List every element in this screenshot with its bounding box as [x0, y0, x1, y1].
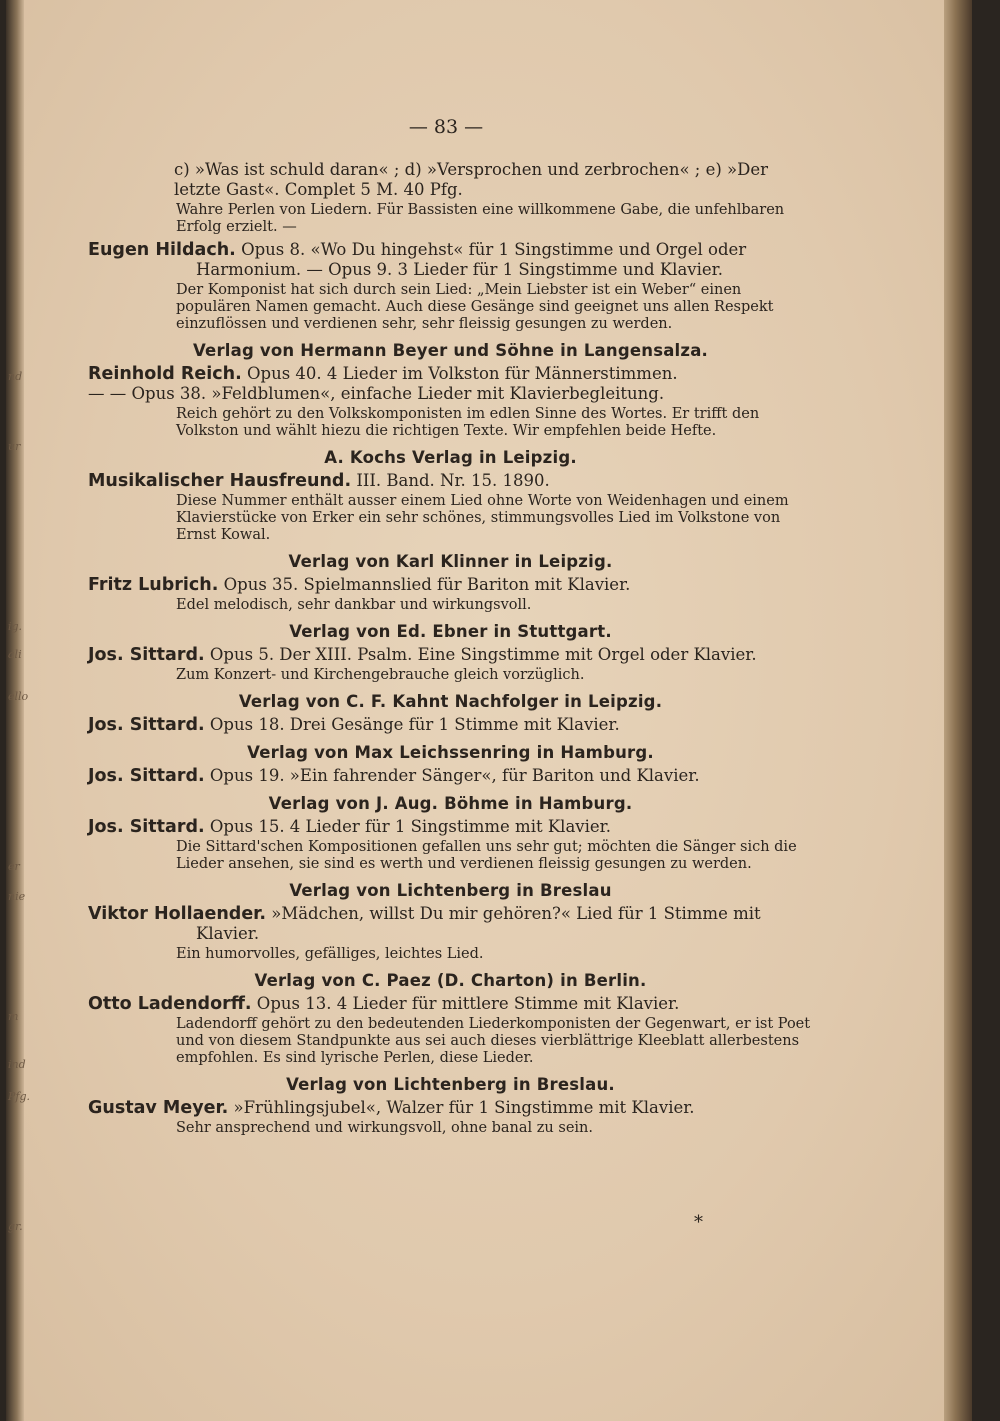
- entry: [88, 715, 813, 735]
- entry-text: Opus 13. 4 Lieder für mittlere Stimme mit Klavier.: [256, 994, 680, 1013]
- composer-name: Jos. Sittard.: [88, 766, 205, 786]
- continued-entry: letzte Gast«. Complet 5 M. 40 Pfg.: [174, 180, 463, 199]
- review-note: Diese Nummer enthält ausser einem Lied ohne Worte von Weidenhagen und einem Klavierstücke von Erker ein sehr schönes, stimmungsvolles Lied im Volkstone von Ernst Kowal.: [176, 493, 789, 543]
- entry-text: Opus 8. «Wo Du hingehst« für 1 Singstimme und Orgel oder Harmonium. — Opus 9. 3 Lieder für 1 Singstimme und Klavier.: [196, 240, 747, 279]
- page-edge: [944, 0, 972, 1421]
- review-note: Ladendorff gehört zu den bedeutenden Liederkomponisten der Gegenwart, er ist Poet und von diesem Standpunkte aus sei auch dieses vierblättrige Kleeblatt allerbestens empfohlen. Es sind lyrische Perlen, diese Lieder.: [176, 1016, 811, 1066]
- entry: [88, 471, 813, 491]
- margin-note: m: [8, 1010, 19, 1023]
- page-number: — 83 —: [408, 116, 484, 138]
- publisher-heading: Verlag von C. F. Kahnt Nachfolger in Leipzig.: [238, 692, 663, 711]
- composer-name: Jos. Sittard.: [88, 817, 205, 837]
- composer-name: Reinhold Reich.: [88, 364, 242, 384]
- entry-text: »Frühlingsjubel«, Walzer für 1 Singstimme mit Klavier.: [233, 1098, 695, 1117]
- review-note: Ein humorvolles, gefälliges, leichtes Lied.: [176, 946, 484, 962]
- composer-name: Fritz Lubrich.: [88, 575, 219, 595]
- entry-text: III. Band. Nr. 15. 1890.: [356, 471, 550, 490]
- publisher-heading: Verlag von Lichtenberg in Breslau.: [286, 1075, 615, 1094]
- composer-name: Eugen Hildach.: [88, 240, 236, 260]
- margin-note: ali: [8, 648, 22, 661]
- entry: [88, 575, 813, 595]
- entry: [88, 364, 813, 384]
- composer-name: Jos. Sittard.: [88, 645, 205, 665]
- margin-note: gr.: [8, 1220, 23, 1233]
- margin-note: ind: [8, 1058, 26, 1071]
- composer-name: Viktor Hollaender.: [88, 904, 266, 924]
- margin-note: ig.: [8, 620, 23, 633]
- composer-name: Gustav Meyer.: [88, 1098, 229, 1118]
- publisher-heading: Verlag von Max Leichssenring in Hamburg.: [247, 743, 654, 762]
- entry: [88, 1098, 813, 1118]
- entry: [88, 766, 813, 786]
- margin-note: Pfg.: [8, 1090, 31, 1103]
- review-note: Reich gehört zu den Volkskomponisten im edlen Sinne des Wortes. Er trifft den Volkston und wählt hiezu die richtigen Texte. Wir empfehlen beide Hefte.: [176, 406, 760, 439]
- book-page: [6, 0, 972, 1421]
- composer-name: Musikalischer Hausfreund.: [88, 471, 352, 491]
- asterisk: *: [694, 1212, 703, 1233]
- publisher-heading: Verlag von C. Paez (D. Charton) in Berlin.: [254, 971, 647, 990]
- composer-name: Jos. Sittard.: [88, 715, 205, 735]
- entry: [88, 240, 813, 280]
- review-note: Die Sittard'schen Kompositionen gefallen uns sehr gut; möchten die Sänger sich die Lieder ansehen, sie sind es werth und verdienen fleissig gesungen zu werden.: [176, 839, 797, 872]
- review-note: Zum Konzert- und Kirchengebrauche gleich vorzüglich.: [176, 667, 585, 683]
- entry-text: Opus 5. Der XIII. Psalm. Eine Singstimme mit Orgel oder Klavier.: [209, 645, 757, 664]
- entry: [88, 904, 813, 944]
- entry-text: Opus 40. 4 Lieder im Volkston für Männerstimmen.: [246, 364, 678, 383]
- entry: — — Opus 38. »Feldblumen«, einfache Lieder mit Klavierbegleitung.: [88, 384, 665, 403]
- margin-note: ello: [8, 690, 29, 703]
- review-note: Sehr ansprechend und wirkungsvoll, ohne banal zu sein.: [176, 1120, 593, 1136]
- entry-text: Opus 18. Drei Gesänge für 1 Stimme mit Klavier.: [209, 715, 620, 734]
- margin-note: nd: [8, 370, 23, 383]
- entry: [88, 645, 813, 665]
- entry-text: Opus 15. 4 Lieder für 1 Singstimme mit Klavier.: [209, 817, 611, 836]
- margin-note: ur: [8, 440, 21, 453]
- margin-note: er: [8, 860, 20, 873]
- entry-text: Opus 19. »Ein fahrender Sänger«, für Bariton und Klavier.: [209, 766, 700, 785]
- review-note: Der Komponist hat sich durch sein Lied: „Mein Liebster ist ein Weber“ einen populären Namen gemacht. Auch diese Gesänge sind geeignet uns allen Respekt einzuflössen und verdienen sehr, sehr fleissig gesungen zu werden.: [176, 282, 774, 332]
- entry-text: Opus 35. Spielmannslied für Bariton mit Klavier.: [223, 575, 631, 594]
- publisher-heading: Verlag von J. Aug. Böhme in Hamburg.: [268, 794, 633, 813]
- composer-name: Otto Ladendorff.: [88, 994, 252, 1014]
- page-content: [88, 160, 813, 1141]
- margin-note: nie: [8, 890, 26, 903]
- publisher-heading: A. Kochs Verlag in Leipzig.: [324, 448, 577, 467]
- entry: [88, 817, 813, 837]
- entry: [88, 994, 813, 1014]
- review-note: Edel melodisch, sehr dankbar und wirkungsvoll.: [176, 597, 532, 613]
- review-note: Wahre Perlen von Liedern. Für Bassisten eine willkommene Gabe, die unfehlbaren Erfolg erzielt. —: [176, 202, 785, 235]
- publisher-heading: Verlag von Karl Klinner in Leipzig.: [288, 552, 613, 571]
- entry-text: »Mädchen, willst Du mir gehören?« Lied für 1 Stimme mit Klavier.: [196, 904, 761, 943]
- book-spine: [6, 0, 24, 1421]
- publisher-heading: Verlag von Ed. Ebner in Stuttgart.: [289, 622, 612, 641]
- publisher-heading: Verlag von Hermann Beyer und Söhne in Langensalza.: [192, 341, 709, 360]
- publisher-heading: Verlag von Lichtenberg in Breslau: [289, 881, 612, 900]
- continued-entry: c) »Was ist schuld daran« ; d) »Versprochen und zerbrochen« ; e) »Der: [174, 160, 769, 179]
